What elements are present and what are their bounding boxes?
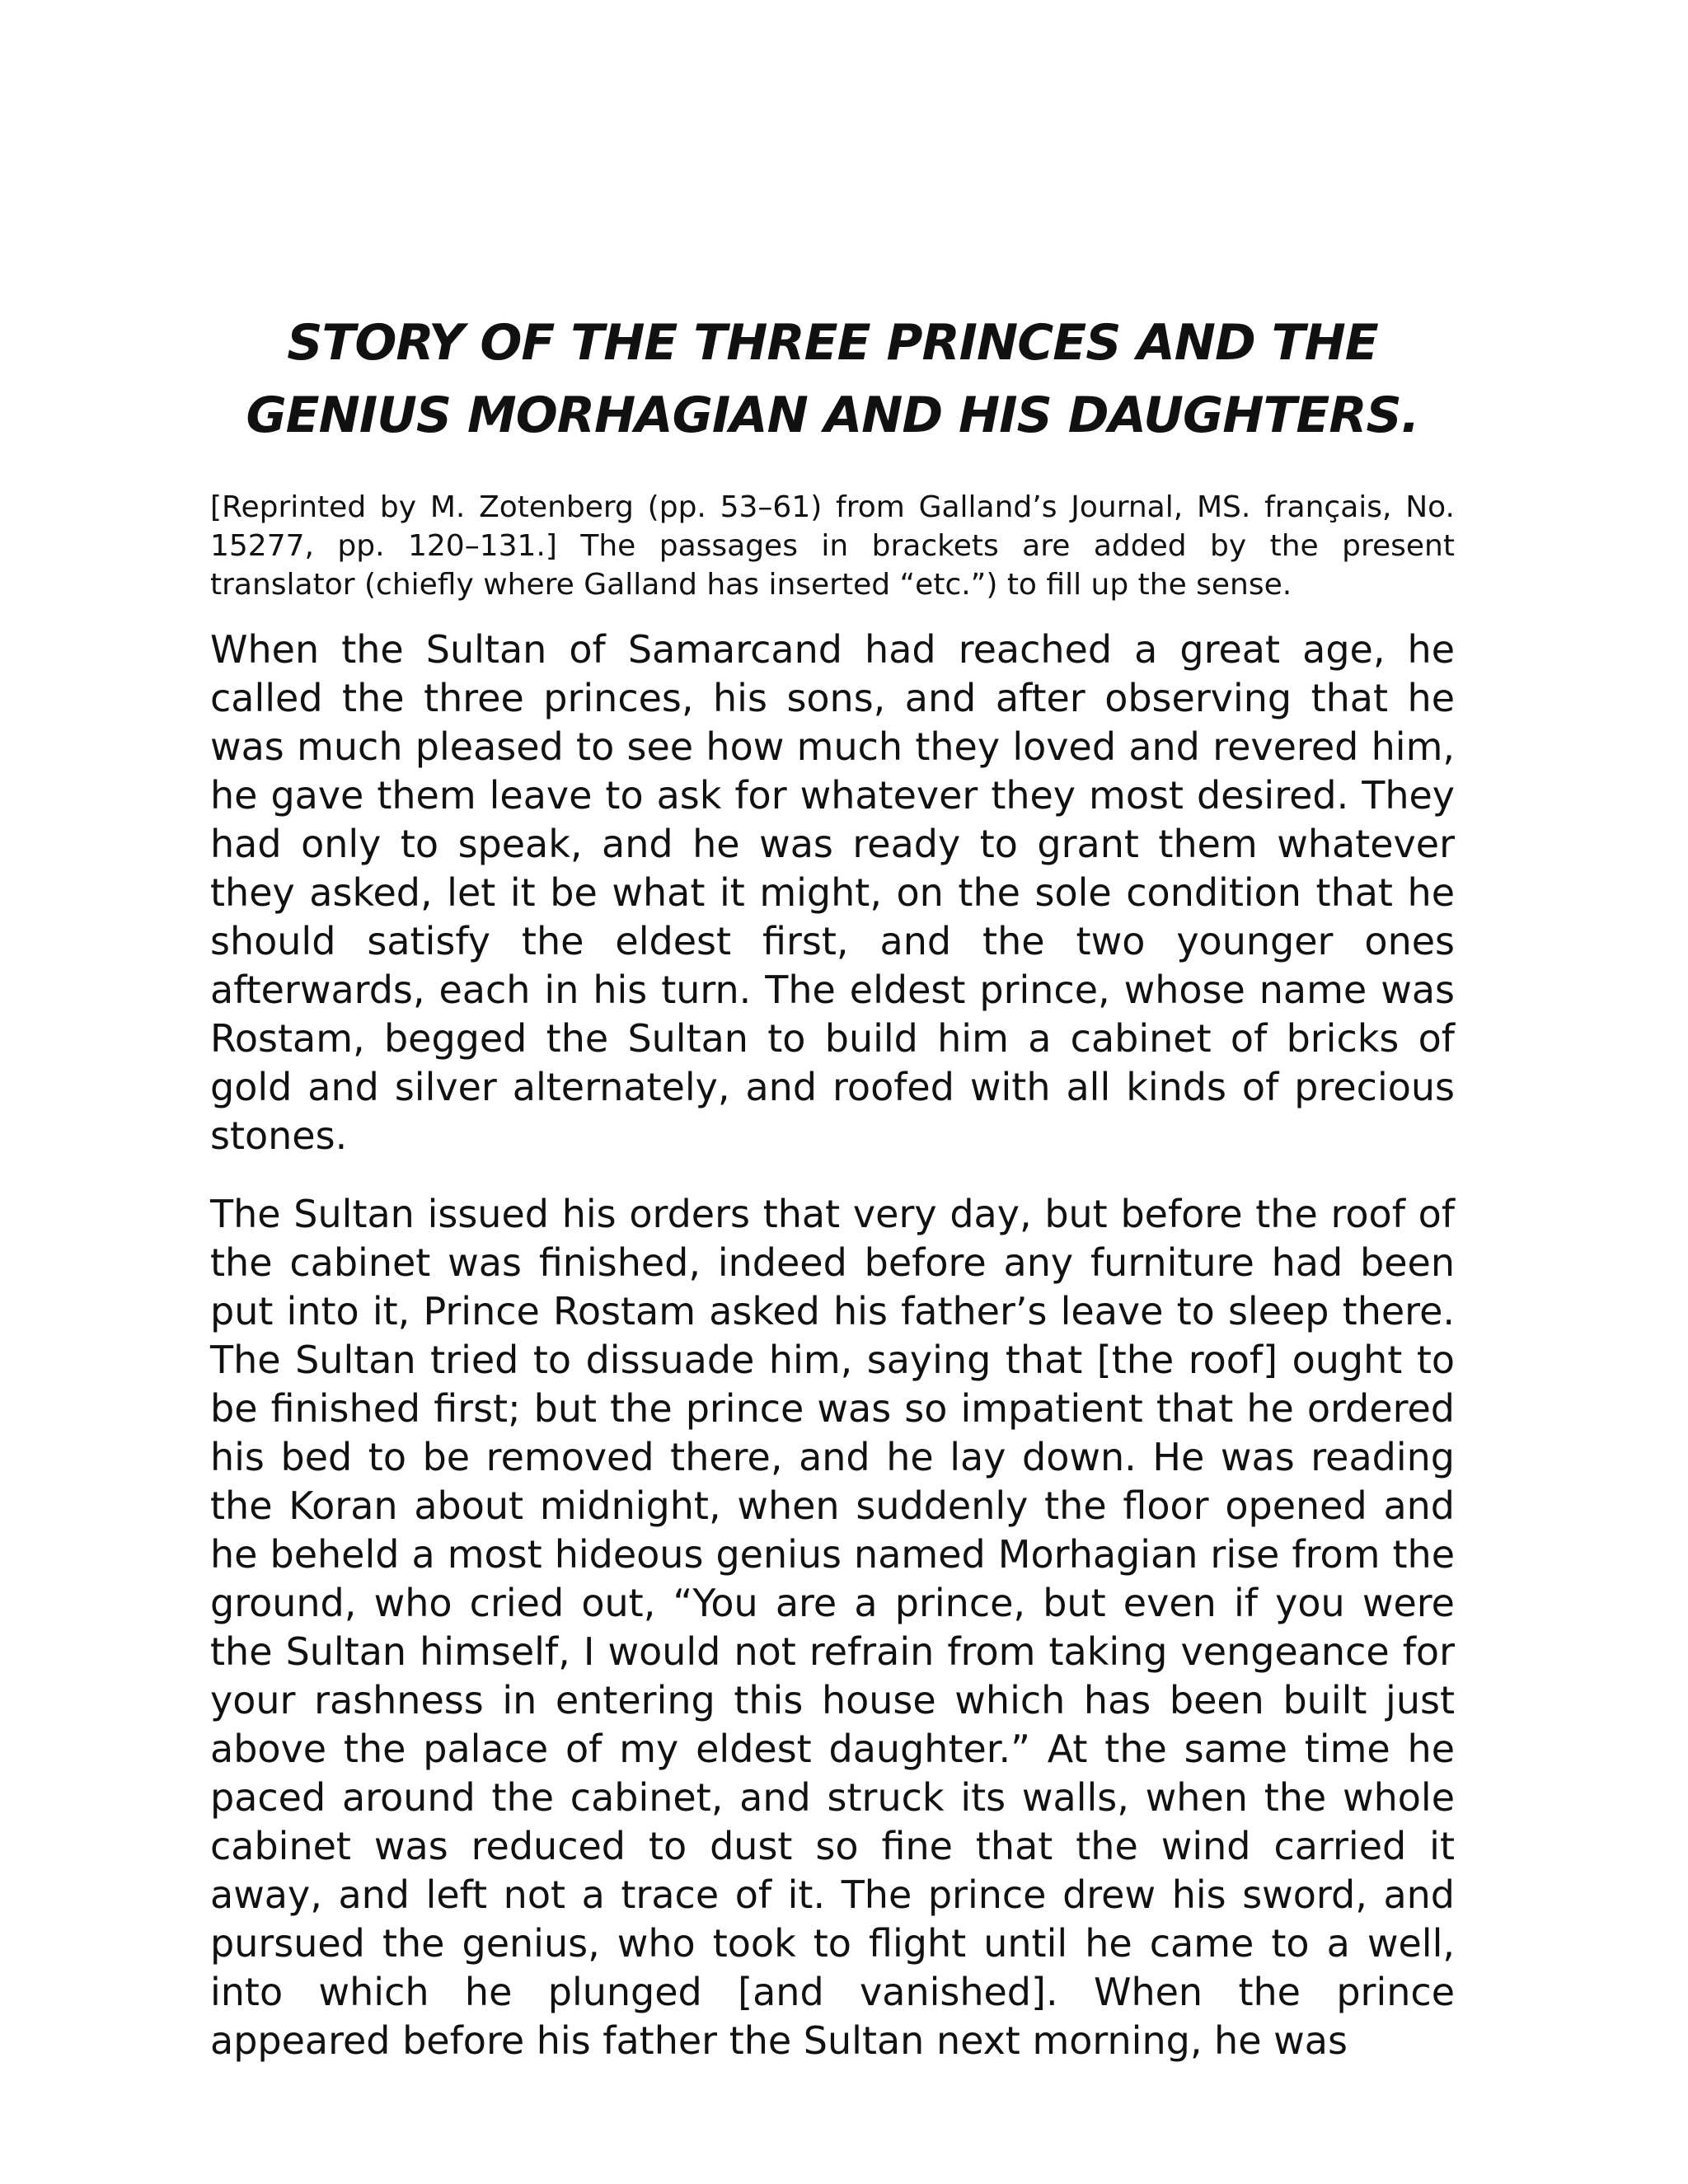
title-line-2: GENIUS MORHAGIAN AND HIS DAUGHTERS.: [246, 387, 1419, 444]
document-title: [210, 307, 1455, 452]
document-page: [210, 307, 1455, 2065]
editorial-note: [Reprinted by M. Zotenberg (pp. 53–61) from Galland’s Journal, MS. français, No. 15277, pp. 120–131.] The passages in brackets are added by the present translator (chiefly where Galland has inserted “etc.”) to fill up the sense.: [210, 490, 1455, 602]
body-paragraph-1: When the Sultan of Samarcand had reached a great age, he called the three princes, his sons, and after observing that he was much pleased to see how much they loved and revered him, he gave them leave to ask for whatever they most desired. They had only to speak, and he was ready to grant them whatever they asked, let it be what it might, on the sole condition that he should satisfy the eldest first, and the two younger ones afterwards, each in his turn. The eldest prince, whose name was Rostam, begged the Sultan to build him a cabinet of bricks of gold and silver alternately, and roofed with all kinds of precious stones.: [210, 627, 1455, 1158]
body-paragraph-2: The Sultan issued his orders that very day, but before the roof of the cabinet was finished, indeed before any furniture had been put into it, Prince Rostam asked his father’s leave to sleep there. The Sultan tried to dissuade him, saying that [the roof] ought to be finished first; but the prince was so impatient that he ordered his bed to be removed there, and he lay down. He was reading the Koran about midnight, when suddenly the floor opened and he beheld a most hideous genius named Morhagian rise from the ground, who cried out, “You are a prince, but even if you were the Sultan himself, I would not refrain from taking vengeance for your rashness in entering this house which has been built just above the palace of my eldest daughter.” At the same time he paced around the cabinet, and struck its walls, when the whole cabinet was reduced to dust so fine that the wind carried it away, and left not a trace of it. The prince drew his sword, and pursued the genius, who took to flight until he came to a well, into which he plunged [and vanished]. When the prince appeared before his father the Sultan next morning, he was: [210, 1192, 1455, 2063]
title-line-1: STORY OF THE THREE PRINCES AND THE: [287, 314, 1378, 372]
